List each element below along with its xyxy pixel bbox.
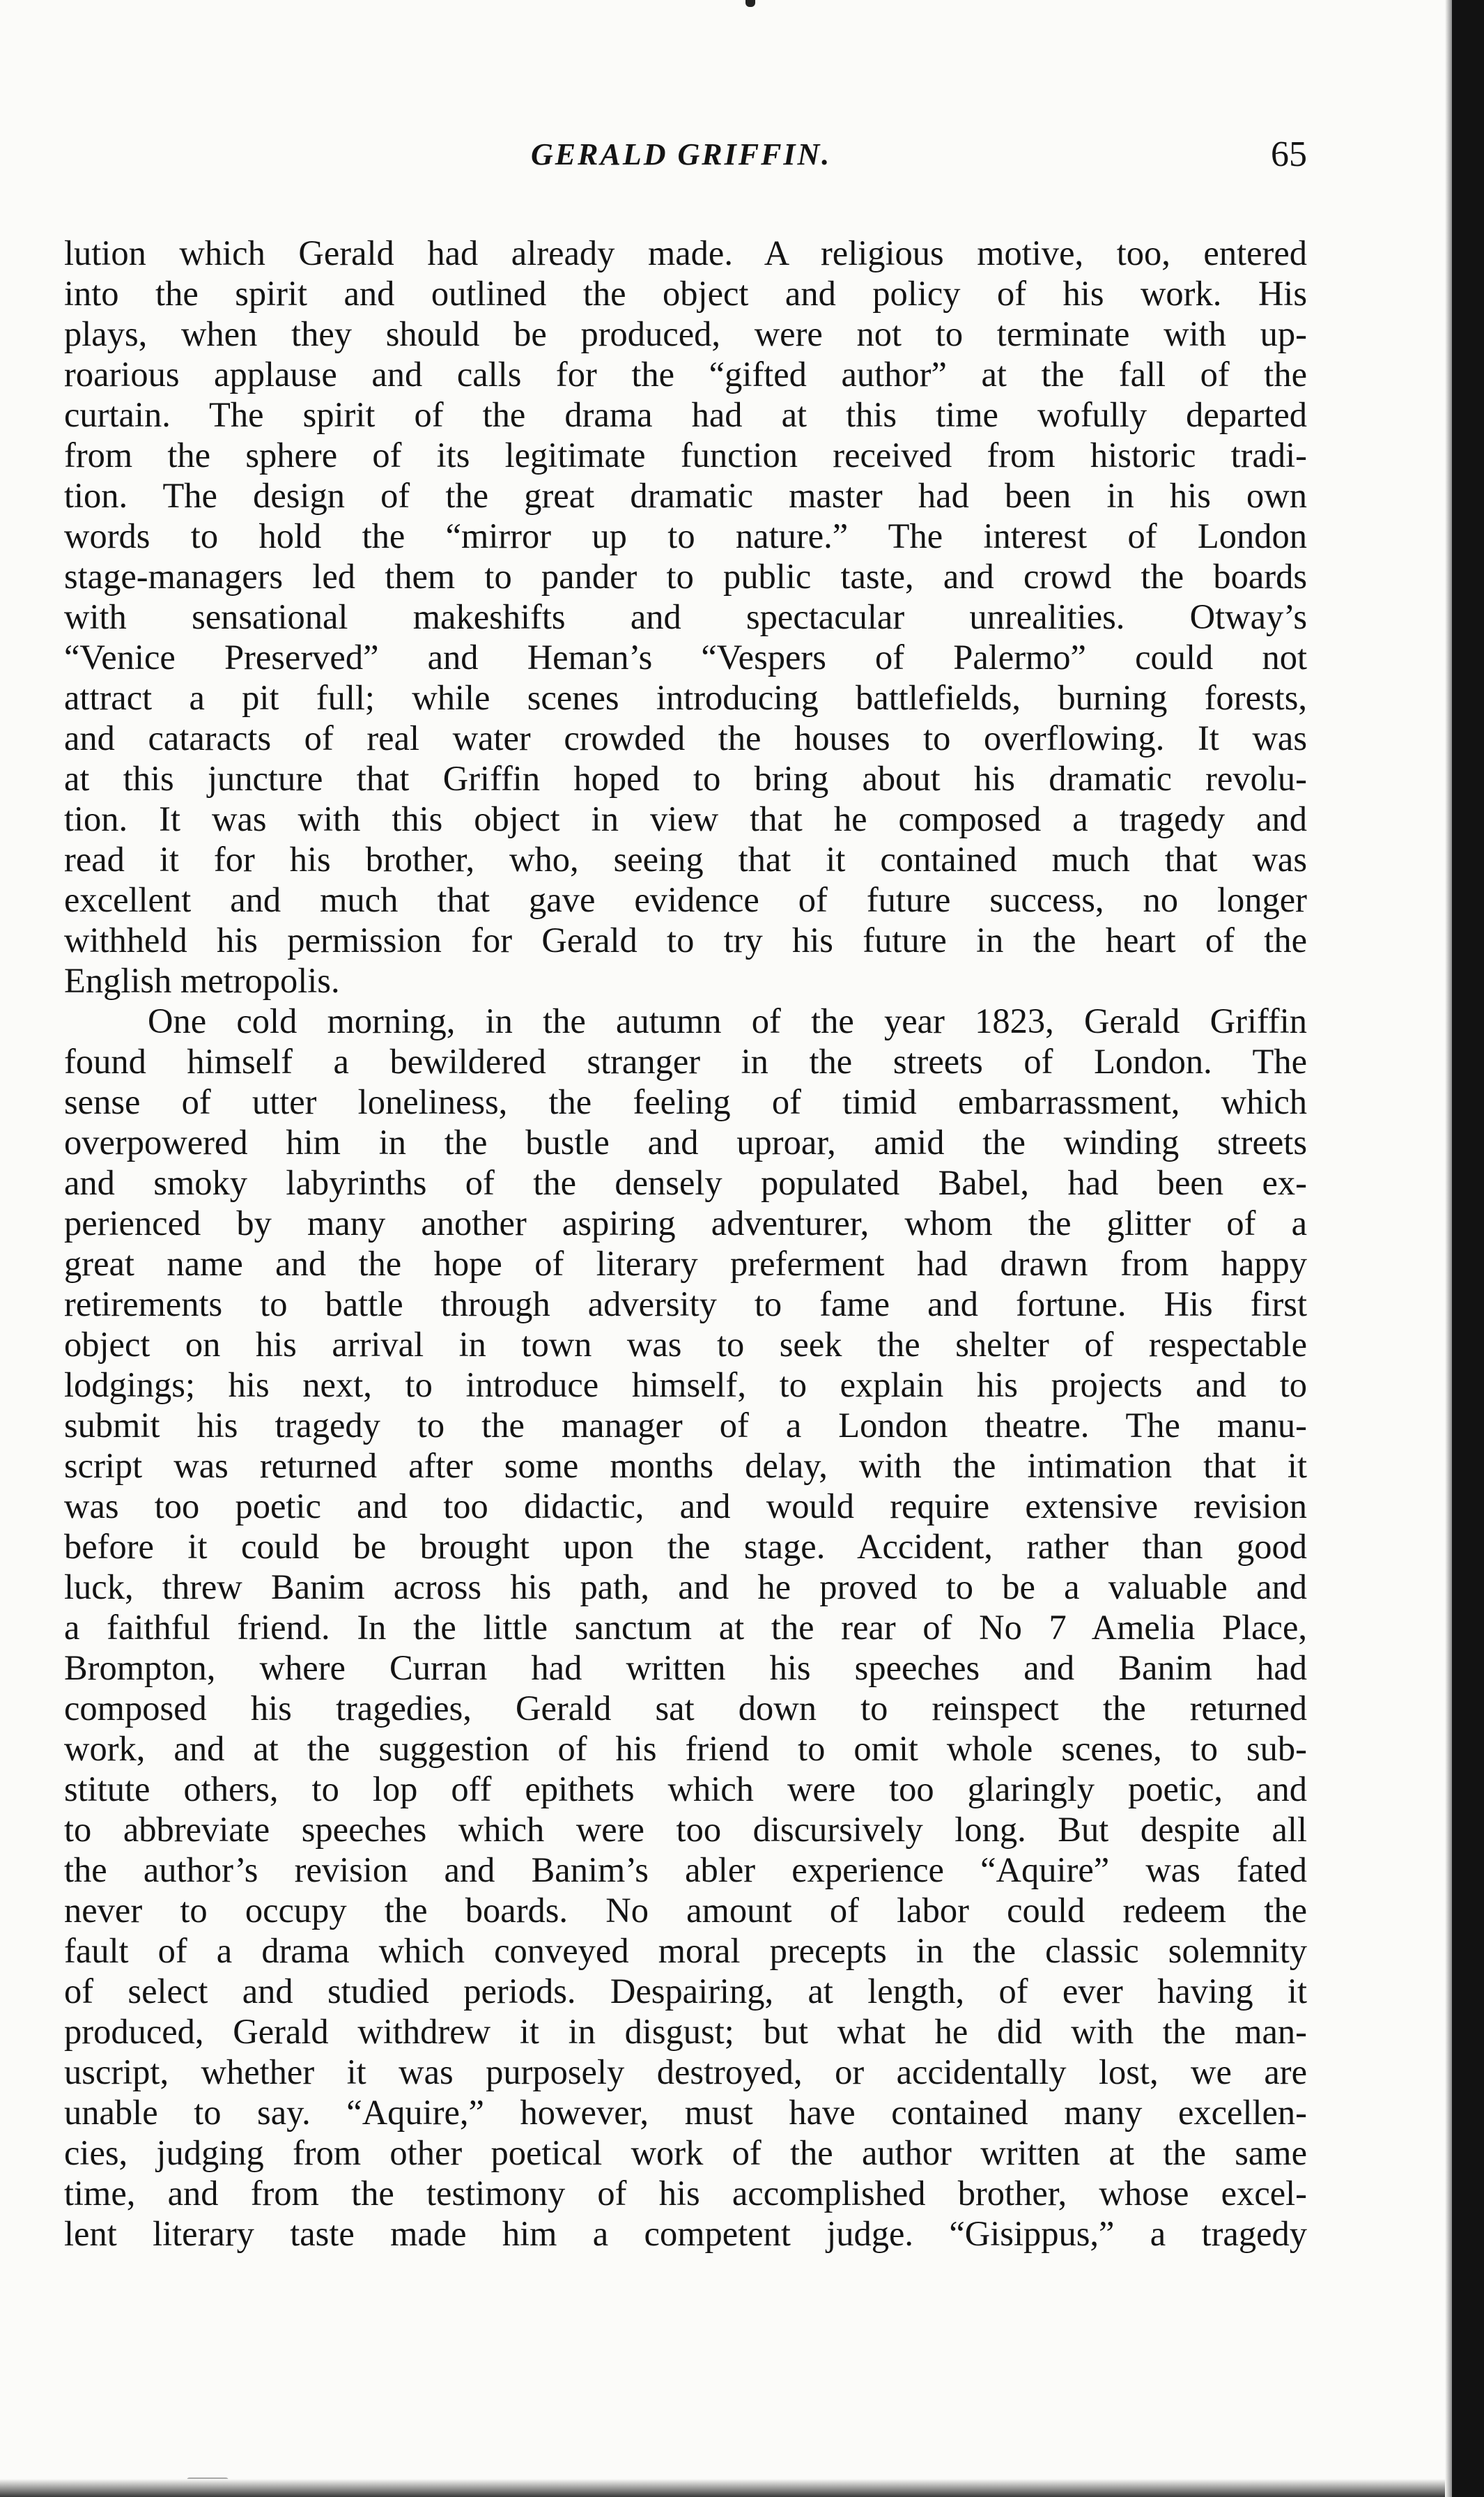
text-line: before it could be brought upon the stage. Accident, rather than good	[64, 1527, 1307, 1566]
text-line: Brompton, where Curran had written his speeches and Banim had	[64, 1648, 1307, 1687]
text-line: stitute others, to lop off epithets which were too glaringly poetic, and	[64, 1769, 1307, 1808]
text-line: perienced by many another aspiring adventurer, whom the glitter of a	[64, 1204, 1307, 1243]
text-line: tion. It was with this object in view that he composed a tragedy and	[64, 799, 1307, 838]
text-line: plays, when they should be produced, were not to terminate with up-	[64, 314, 1307, 353]
scan-edge-shadow	[1445, 0, 1452, 2497]
text-line: submit his tragedy to the manager of a London theatre. The manu-	[64, 1406, 1307, 1445]
text-line: was too poetic and too didactic, and would require extensive revision	[64, 1486, 1307, 1526]
text-line: words to hold the “mirror up to nature.” The interest of London	[64, 516, 1307, 555]
text-line: roarious applause and calls for the “gifted author” at the fall of the	[64, 355, 1307, 394]
text-line: English metropolis.	[64, 961, 340, 1000]
text-line: overpowered him in the bustle and uproar, amid the winding streets	[64, 1123, 1307, 1162]
text-line: and smoky labyrinths of the densely populated Babel, had been ex-	[64, 1163, 1307, 1202]
text-line: from the sphere of its legitimate function received from historic tradi-	[64, 436, 1307, 475]
text-line: “Venice Preserved” and Heman’s “Vespers of Palermo” could not	[64, 638, 1307, 677]
text-line: retirements to battle through adversity to fame and fortune. His first	[64, 1284, 1307, 1323]
text-line: curtain. The spirit of the drama had at this time wofully departed	[64, 395, 1307, 434]
text-line: unable to say. “Aquire,” however, must have contained many excellen-	[64, 2093, 1307, 2132]
text-line: never to occupy the boards. No amount of labor could redeem the	[64, 1891, 1307, 1930]
text-line: sense of utter loneliness, the feeling of timid embarrassment, which	[64, 1082, 1307, 1121]
text-line: a faithful friend. In the little sanctum at the rear of No 7 Amelia Place,	[64, 1608, 1307, 1647]
body-text	[64, 233, 1307, 2254]
text-line: into the spirit and outlined the object and policy of his work. His	[64, 274, 1307, 313]
page-header	[67, 137, 1307, 185]
text-line: script was returned after some months delay, with the intimation that it	[64, 1446, 1307, 1485]
text-line: cies, judging from other poetical work of the author written at the same	[64, 2133, 1307, 2172]
text-line: luck, threw Banim across his path, and he proved to be a valuable and	[64, 1567, 1307, 1606]
text-line: of select and studied periods. Despairing, at length, of ever having it	[64, 1972, 1307, 2011]
text-line: great name and the hope of literary preferment had drawn from happy	[64, 1244, 1307, 1283]
text-line: tion. The design of the great dramatic master had been in his own	[64, 476, 1307, 515]
text-line: lution which Gerald had already made. A religious motive, too, entered	[64, 233, 1307, 272]
text-line: One cold morning, in the autumn of the year 1823, Gerald Griffin	[148, 1001, 1307, 1040]
text-line: lent literary taste made him a competent judge. “Gisippus,” a tragedy	[64, 2214, 1307, 2253]
text-line: work, and at the suggestion of his friend to omit whole scenes, to sub-	[64, 1729, 1307, 1768]
paragraph	[64, 1001, 1307, 2254]
page-number: 65	[1271, 135, 1307, 174]
text-line: read it for his brother, who, seeing that it contained much that was	[64, 840, 1307, 879]
text-line: lodgings; his next, to introduce himself, to explain his projects and to	[64, 1365, 1307, 1404]
text-line: produced, Gerald withdrew it in disgust; but what he did with the man-	[64, 2012, 1307, 2051]
text-line: excellent and much that gave evidence of future success, no longer	[64, 880, 1307, 919]
text-line: time, and from the testimony of his accomplished brother, whose excel-	[64, 2174, 1307, 2213]
text-line: composed his tragedies, Gerald sat down to reinspect the returned	[64, 1689, 1307, 1728]
text-line: stage-managers led them to pander to public taste, and crowd the boards	[64, 557, 1307, 596]
scan-edge-bottom	[0, 2479, 1484, 2497]
text-line: object on his arrival in town was to seek the shelter of respectable	[64, 1325, 1307, 1364]
text-line: the author’s revision and Banim’s abler experience “Aquire” was fated	[64, 1850, 1307, 1889]
scan-edge-right	[1452, 0, 1484, 2497]
text-line: at this juncture that Griffin hoped to bring about his dramatic revolu-	[64, 759, 1307, 798]
text-line: attract a pit full; while scenes introducing battlefields, burning forests,	[64, 678, 1307, 717]
scan-artifact-top	[745, 0, 755, 7]
running-head: GERALD GRIFFIN.	[531, 137, 832, 171]
paragraph	[64, 233, 1307, 1001]
text-line: uscript, whether it was purposely destroyed, or accidentally lost, we are	[64, 2052, 1307, 2091]
text-line: and cataracts of real water crowded the houses to overflowing. It was	[64, 719, 1307, 758]
text-line: to abbreviate speeches which were too discursively long. But despite all	[64, 1810, 1307, 1849]
text-line: fault of a drama which conveyed moral precepts in the classic solemnity	[64, 1931, 1307, 1970]
text-line: withheld his permission for Gerald to try his future in the heart of the	[64, 921, 1307, 960]
text-line: with sensational makeshifts and spectacular unrealities. Otway’s	[64, 597, 1307, 636]
text-line: found himself a bewildered stranger in the streets of London. The	[64, 1042, 1307, 1081]
